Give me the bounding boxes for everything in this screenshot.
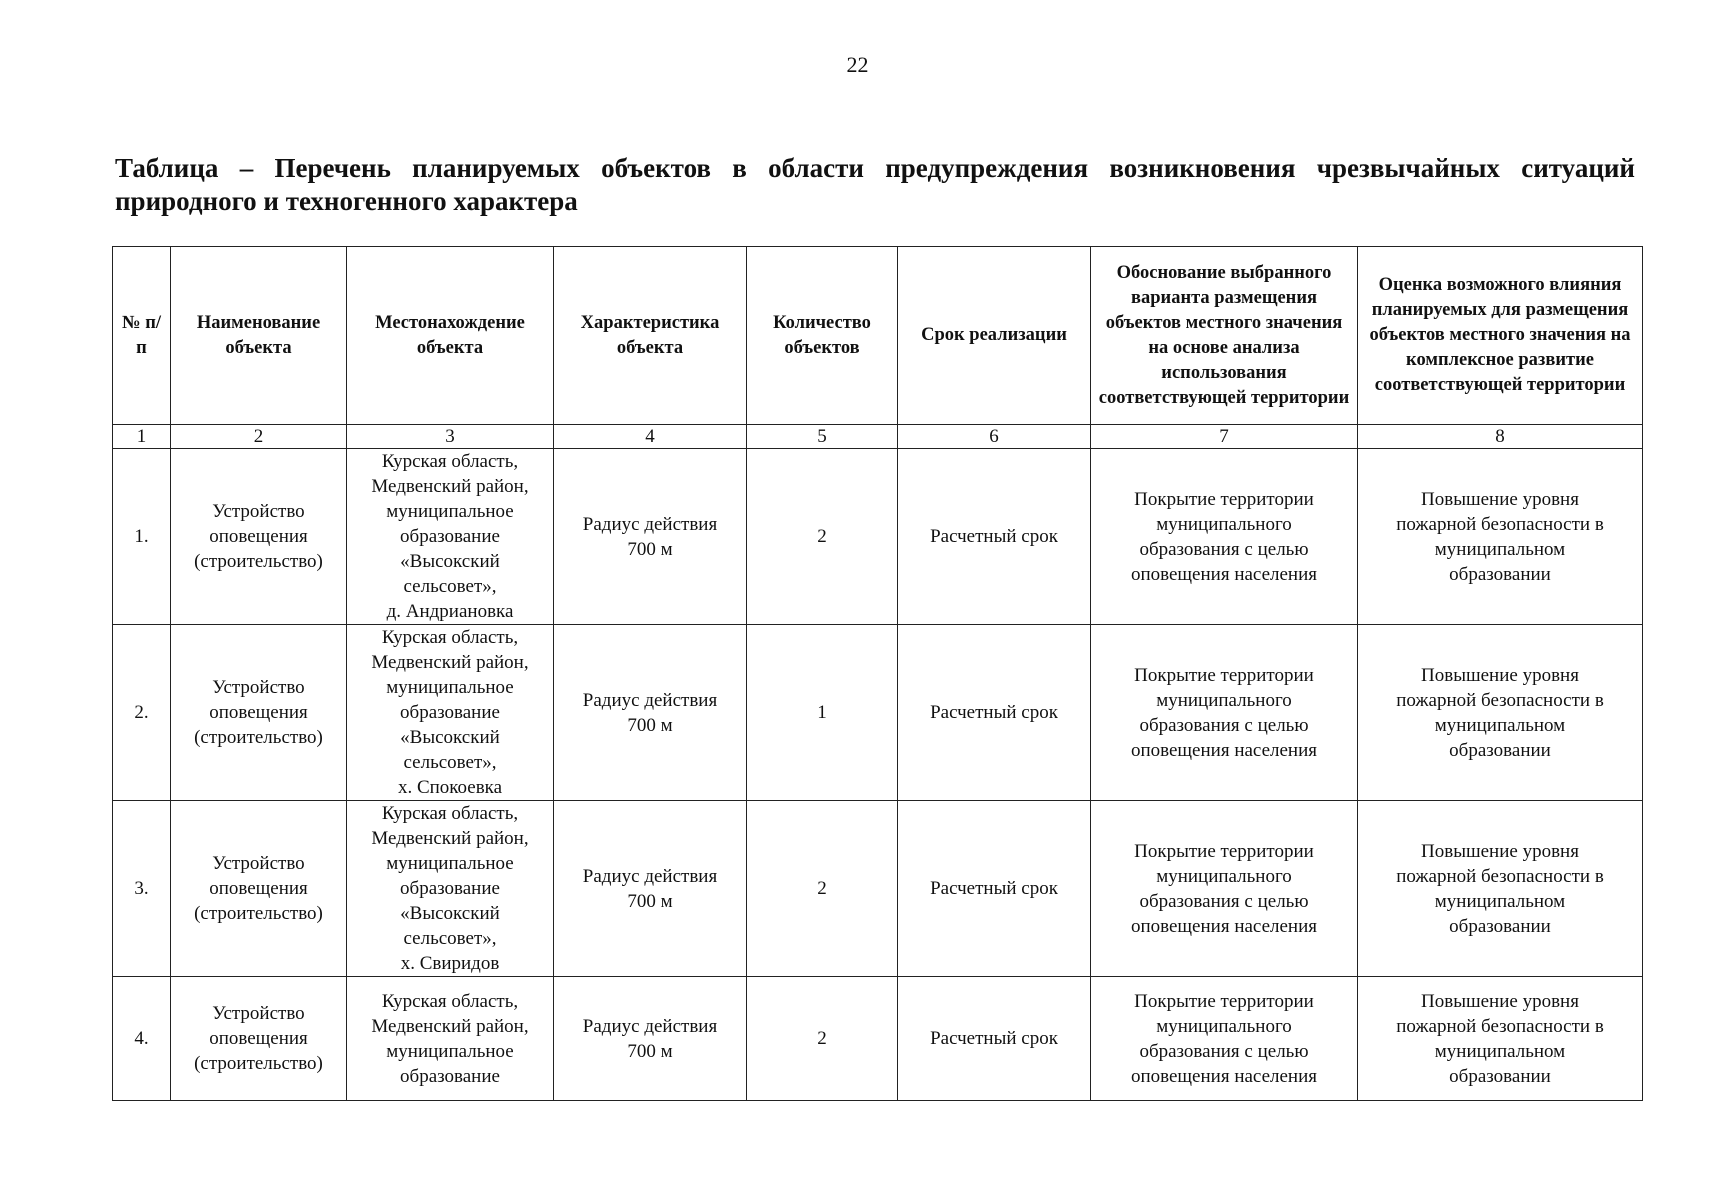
column-number: 5 [747,425,898,449]
cell-location: Курская область, Медвенский район, муниципальное образование «Высокский сельсовет», д. Андриановка [347,449,554,625]
header-cell-justification: Обоснование выбранного варианта размещения объектов местного значения на основе анализа использования соответствующей территории [1091,247,1358,425]
header-cell-name: Наименование объекта [171,247,347,425]
cell-term: Расчетный срок [898,977,1091,1101]
cell-characteristic: Радиус действия 700 м [554,449,747,625]
table-row [113,625,1643,801]
cell-characteristic: Радиус действия 700 м [554,801,747,977]
cell-justification: Покрытие территории муниципального образования с целью оповещения населения [1091,625,1358,801]
cell-name: Устройство оповещения (строительство) [171,625,347,801]
cell-count: 2 [747,977,898,1101]
cell-name: Устройство оповещения (строительство) [171,977,347,1101]
cell-assessment: Повышение уровня пожарной безопасности в муниципальном образовании [1358,625,1643,801]
header-cell-term: Срок реализации [898,247,1091,425]
column-number: 2 [171,425,347,449]
header-cell-assessment: Оценка возможного влияния планируемых для размещения объектов местного значения на комплексное развитие соответствующей территории [1358,247,1643,425]
cell-number: 1. [113,449,171,625]
cell-assessment: Повышение уровня пожарной безопасности в муниципальном образовании [1358,977,1643,1101]
column-number: 4 [554,425,747,449]
table-title: Таблица – Перечень планируемых объектов в области предупреждения возникновения чрезвычайных ситуаций природного и техногенного характера [115,153,1635,216]
cell-location: Курская область, Медвенский район, муниципальное образование «Высокский сельсовет», х. Спокоевка [347,625,554,801]
cell-term: Расчетный срок [898,625,1091,801]
column-number: 6 [898,425,1091,449]
table-row [113,977,1643,1101]
column-number-row [113,425,1643,449]
cell-name: Устройство оповещения (строительство) [171,449,347,625]
header-row [113,247,1643,425]
cell-assessment: Повышение уровня пожарной безопасности в муниципальном образовании [1358,801,1643,977]
table-row [113,449,1643,625]
cell-number: 2. [113,625,171,801]
header-cell-count: Количество объектов [747,247,898,425]
column-number: 7 [1091,425,1358,449]
objects-table [112,246,1643,1101]
cell-characteristic: Радиус действия 700 м [554,625,747,801]
cell-number: 4. [113,977,171,1101]
cell-count: 1 [747,625,898,801]
cell-location: Курская область, Медвенский район, муниципальное образование [347,977,554,1101]
cell-assessment: Повышение уровня пожарной безопасности в муниципальном образовании [1358,449,1643,625]
cell-term: Расчетный срок [898,801,1091,977]
cell-location: Курская область, Медвенский район, муниципальное образование «Высокский сельсовет», х. Свиридов [347,801,554,977]
column-number: 3 [347,425,554,449]
table-row [113,801,1643,977]
cell-name: Устройство оповещения (строительство) [171,801,347,977]
cell-number: 3. [113,801,171,977]
column-number: 1 [113,425,171,449]
page-number: 22 [846,52,869,77]
cell-characteristic: Радиус действия 700 м [554,977,747,1101]
column-number: 8 [1358,425,1643,449]
cell-justification: Покрытие территории муниципального образования с целью оповещения населения [1091,449,1358,625]
header-cell-number: № п/п [113,247,171,425]
cell-count: 2 [747,449,898,625]
header-cell-location: Местонахождение объекта [347,247,554,425]
cell-term: Расчетный срок [898,449,1091,625]
cell-justification: Покрытие территории муниципального образования с целью оповещения населения [1091,977,1358,1101]
cell-justification: Покрытие территории муниципального образования с целью оповещения населения [1091,801,1358,977]
cell-count: 2 [747,801,898,977]
header-cell-characteristic: Характеристика объекта [554,247,747,425]
